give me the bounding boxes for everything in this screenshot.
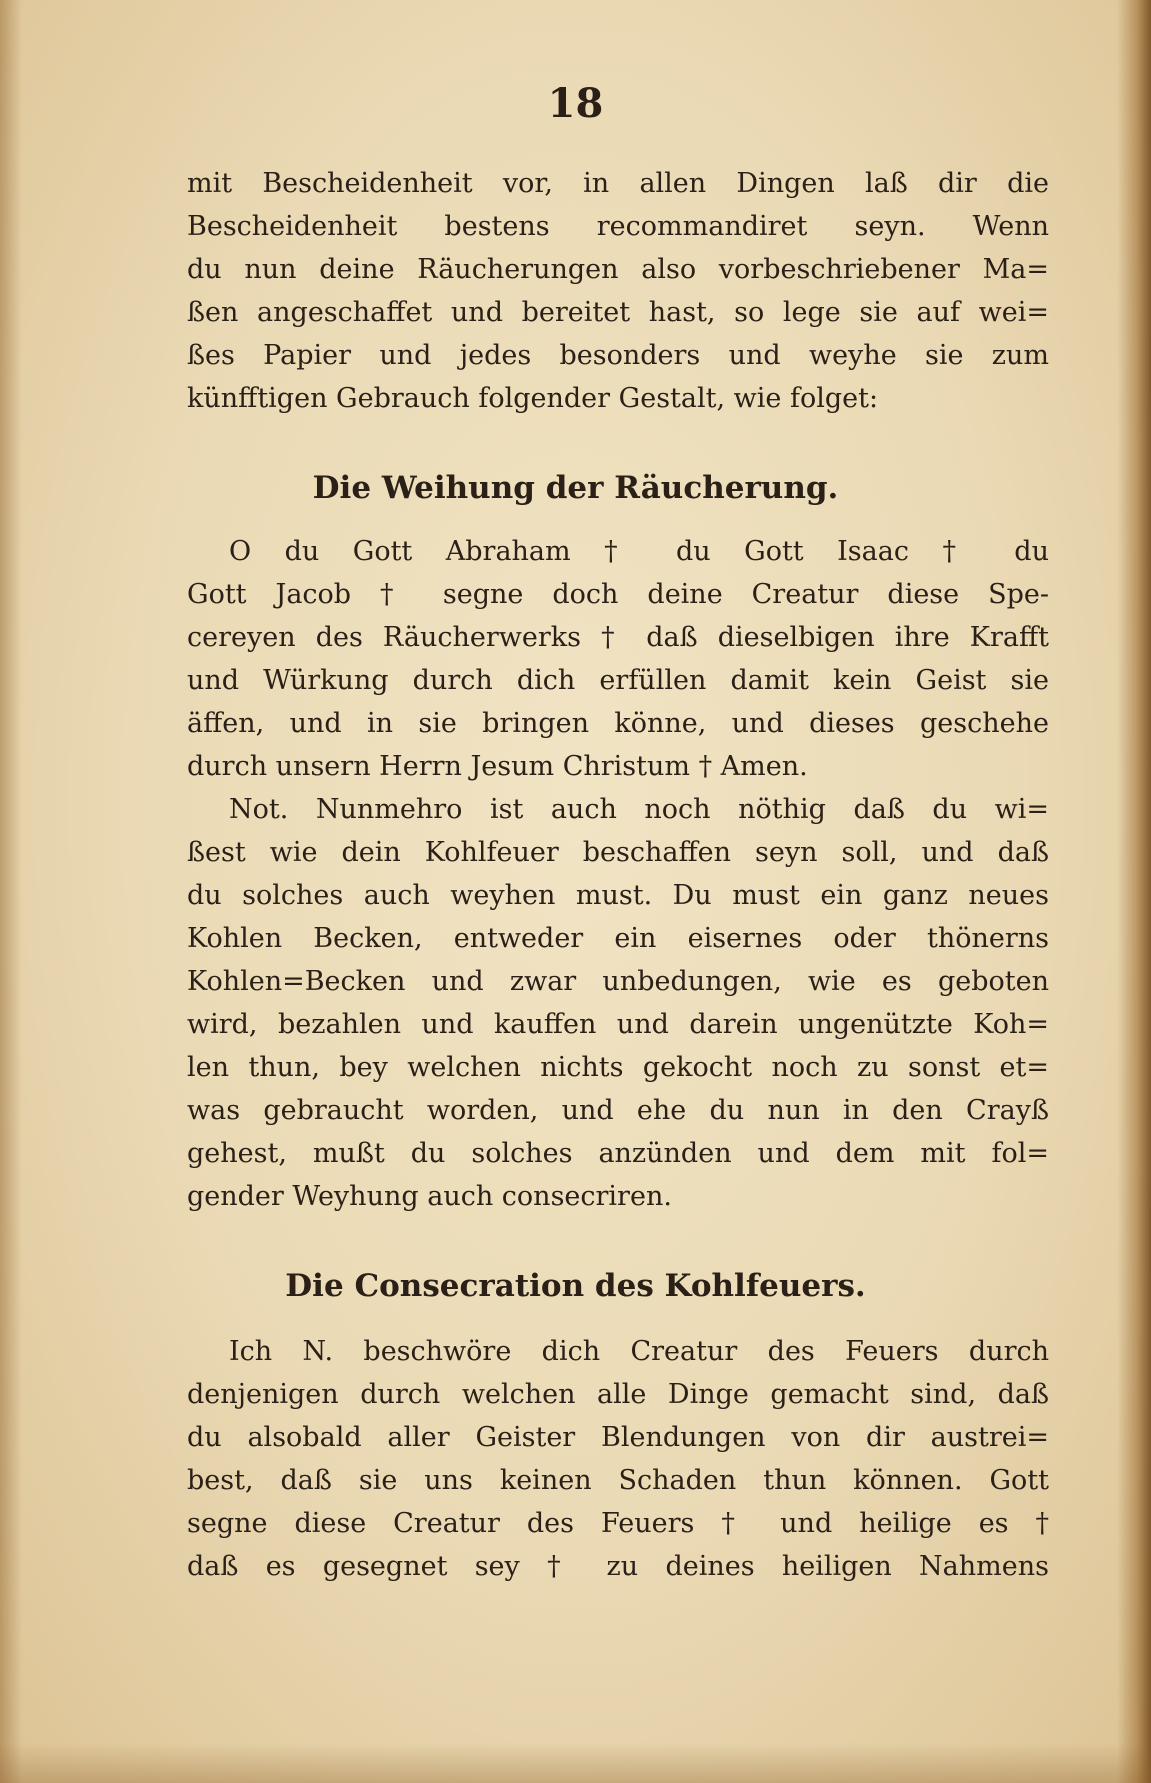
text-line: wird, bezahlen und kauffen und darein ungenützte Koh= — [187, 1009, 1049, 1040]
text-line: len thun, bey welchen nichts gekocht noch zu sonst et= — [187, 1052, 1049, 1083]
text-line: gehest, mußt du solches anzünden und dem mit fol= — [187, 1138, 1049, 1169]
text-line: ßen angeschaffet und bereitet hast, so lege sie auf wei= — [187, 297, 1049, 328]
text-line: daß es gesegnet sey † zu deines heiligen Nahmens — [187, 1551, 1049, 1582]
text-line: segne diese Creatur des Feuers † und heilige es † — [187, 1508, 1049, 1539]
paragraph-3 — [187, 788, 1049, 1218]
page-edge-shadow-right — [1117, 0, 1151, 1783]
page-number: 18 — [547, 80, 604, 127]
text-line: und Würkung durch dich erfüllen damit kein Geist sie — [187, 665, 1049, 696]
text-line: Bescheidenheit bestens recommandiret seyn. Wenn — [187, 211, 1049, 242]
text-line: best, daß sie uns keinen Schaden thun können. Gott — [187, 1465, 1049, 1496]
text-line: denjenigen durch welchen alle Dinge gemacht sind, daß — [187, 1379, 1049, 1410]
text-line: Kohlen Becken, entweder ein eisernes oder thönerns — [187, 923, 1049, 954]
text-line: du nun deine Räucherungen also vorbeschriebener Ma= — [187, 254, 1049, 285]
text-line: du alsobald aller Geister Blendungen von dir austrei= — [187, 1422, 1049, 1453]
text-line: ßes Papier und jedes besonders und weyhe sie zum — [187, 340, 1049, 371]
page-edge-shadow-bottom — [0, 1743, 1151, 1783]
text-line: äffen, und in sie bringen könne, und dieses geschehe — [187, 708, 1049, 739]
page-edge-shadow-left — [0, 0, 22, 1783]
section-heading-consecration: Die Consecration des Kohlfeuers. — [285, 1268, 866, 1304]
text-line: mit Bescheidenheit vor, in allen Dingen laß dir die — [187, 168, 1049, 199]
text-line: cereyen des Räucherwerks † daß dieselbigen ihre Krafft — [187, 622, 1049, 653]
paragraph-4 — [187, 1330, 1049, 1588]
paragraph-2 — [187, 530, 1049, 788]
text-line: Ich N. beschwöre dich Creatur des Feuers durch — [229, 1336, 1049, 1367]
text-line: ßest wie dein Kohlfeuer beschaffen seyn soll, und daß — [187, 837, 1049, 868]
text-line: Not. Nunmehro ist auch noch nöthig daß du wi= — [229, 794, 1049, 825]
text-line: was gebraucht worden, und ehe du nun in den Crayß — [187, 1095, 1049, 1126]
section-heading-weihung: Die Weihung der Räucherung. — [312, 470, 839, 506]
text-line: gender Weyhung auch consecriren. — [187, 1181, 672, 1212]
text-line: O du Gott Abraham † du Gott Isaac † du — [229, 536, 1049, 567]
text-line: künfftigen Gebrauch folgender Gestalt, wie folget: — [187, 383, 879, 414]
text-line: durch unsern Herrn Jesum Christum † Amen. — [187, 751, 808, 782]
text-line: Kohlen=Becken und zwar unbedungen, wie es geboten — [187, 966, 1049, 997]
text-line: du solches auch weyhen must. Du must ein ganz neues — [187, 880, 1049, 911]
paragraph-1 — [187, 162, 1049, 420]
text-line: Gott Jacob † segne doch deine Creatur diese Spe- — [187, 579, 1049, 610]
